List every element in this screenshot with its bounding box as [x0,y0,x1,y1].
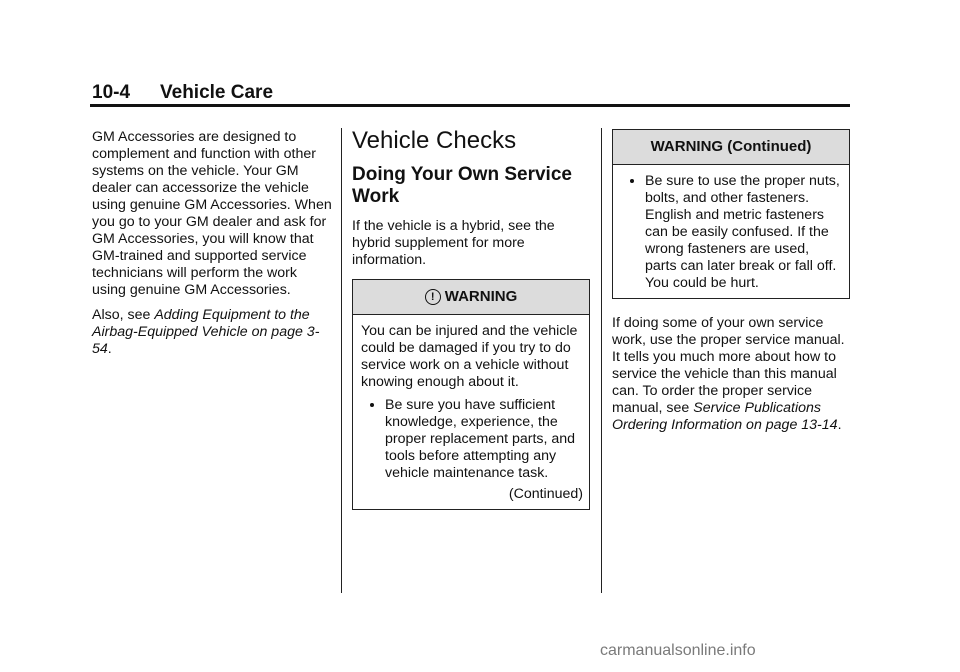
continued-label: (Continued) [508,486,583,502]
subsection-heading: Doing Your Own Service Work [352,164,572,207]
page-number: 10-4 [92,82,131,103]
warning-continued-box [612,129,850,299]
warning-continued-body [613,165,849,298]
warning-header [353,280,589,315]
hybrid-note: If the vehicle is a hybrid, see the hybrid supplement for more information. [352,218,555,268]
page-header [92,82,849,104]
watermark: carmanualsonline.info [600,642,756,659]
column-1 [92,129,332,366]
column-divider-2 [601,128,602,593]
warning-continued-bullet: • Be sure to use the proper nuts, bolts, and other fasteners. English and metric fasteners can be easily confused. If the wrong fasteners are used, parts can later break or fall off. You could be hurt. [645,173,843,292]
service-publications-link[interactable]: Service Publications Ordering Information on page 13-14 [612,400,838,433]
warning-box [352,279,590,510]
column-3 [612,129,850,442]
column-2 [352,126,590,510]
warning-bullets [361,397,583,482]
section-title: Vehicle Care [160,82,274,103]
airbag-equipment-link[interactable]: Adding Equipment to the Airbag-Equipped Vehicle on page 3-54 [92,307,320,357]
header-rule [90,104,850,107]
warning-title: WARNING [444,288,518,305]
warning-text: You can be injured and the vehicle could be damaged if you try to do service work on a vehicle without knowing enough about it. [361,323,578,390]
section-heading: Vehicle Checks [352,127,517,154]
warning-continued-header: WARNING (Continued) [613,130,849,165]
warning-continued-bullets [621,173,843,292]
accessories-paragraph: GM Accessories are designed to complement and function with other systems on the vehicle. Your GM dealer can accessorize the vehicle using genuine GM Accessories. When you go to your GM dealer and ask for GM Accessories, you will know that GM-trained and supported service technicians will perform the work using genuine GM Accessories. [92,129,332,298]
column-divider-1 [341,128,342,593]
warning-body [353,315,589,509]
service-manual-paragraph: If doing some of your own service work, use the proper service manual. It tells you much more about how to service the vehicle than this manual can. To order the proper service manual, see Service Publications Ordering Information on page 13-14. [612,315,845,433]
warning-bullet: • Be sure you have sufficient knowledge, experience, the proper replacement parts, and tools before attempting any vehicle maintenance task. [385,397,583,482]
warning-icon: ! [425,289,441,305]
see-also-paragraph: Also, see Adding Equipment to the Airbag-Equipped Vehicle on page 3-54. [92,307,320,357]
